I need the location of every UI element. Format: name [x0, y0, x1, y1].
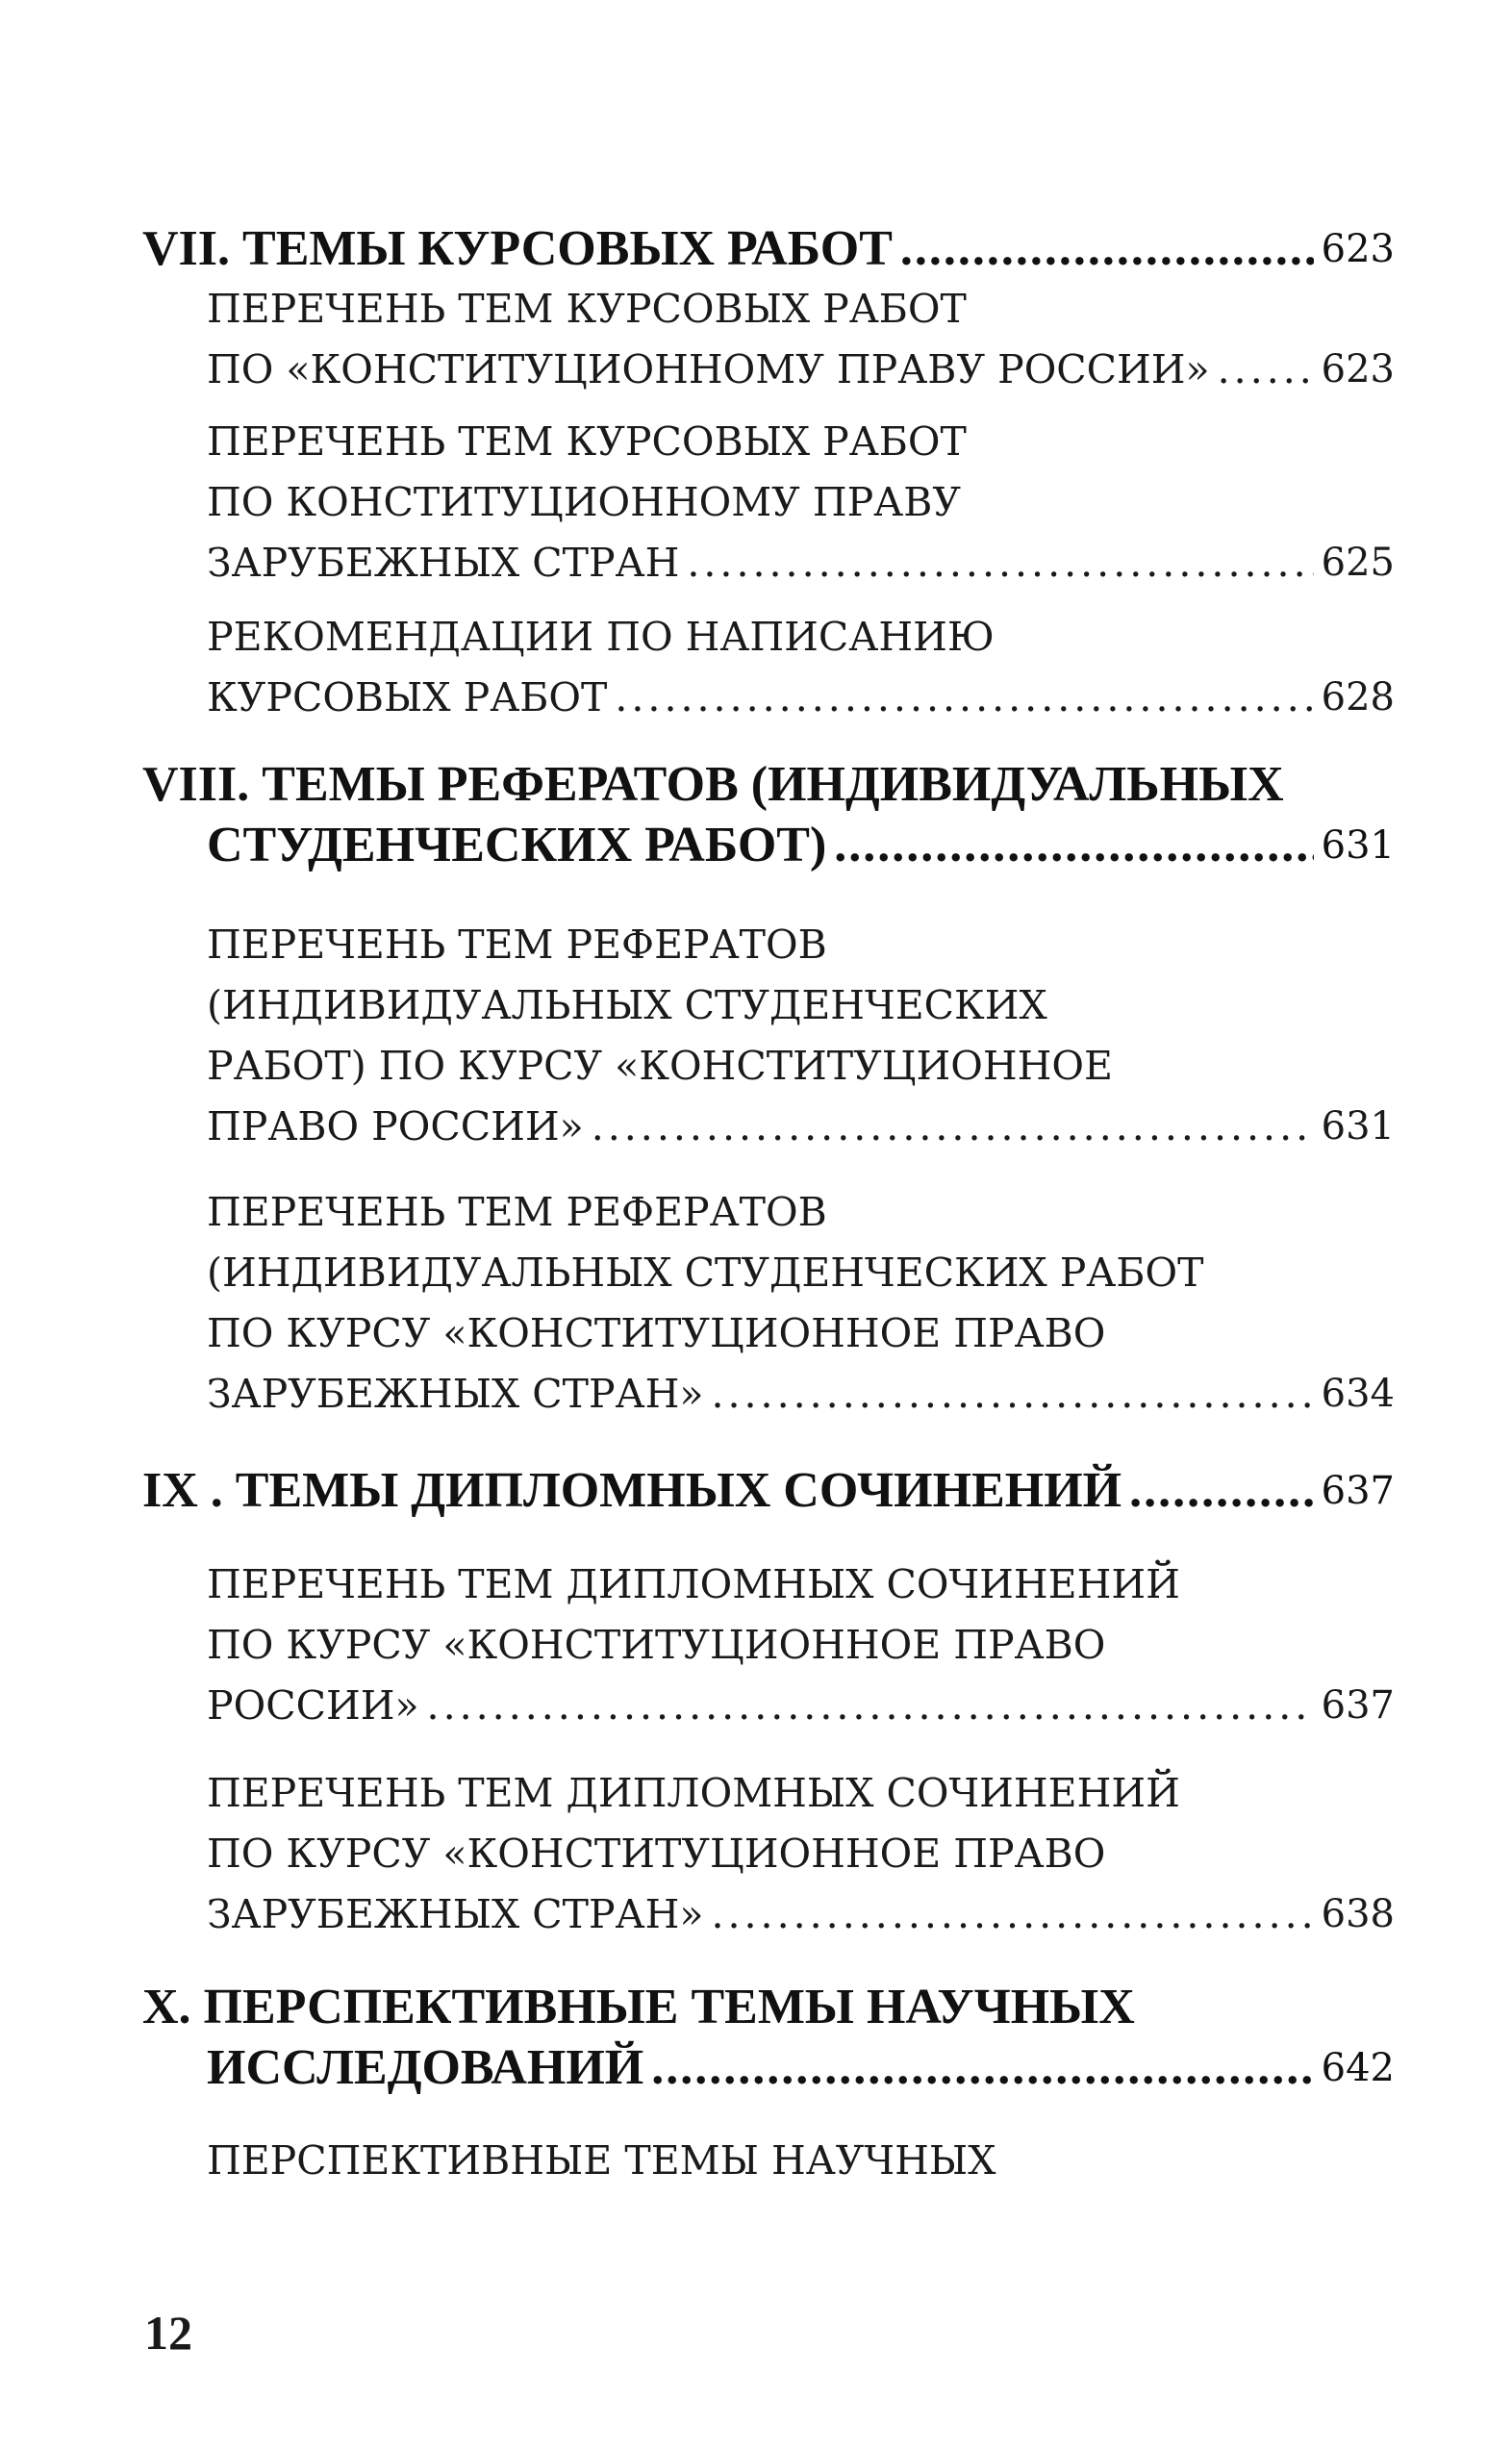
- toc-entry-line-text: ЗАРУБЕЖНЫХ СТРАН: [207, 540, 680, 586]
- toc-entry-line: [207, 533, 1395, 593]
- toc-entry-line: [207, 1303, 1105, 1363]
- toc-entry-line: [207, 1182, 827, 1242]
- entry-page-number: 637: [1321, 1683, 1395, 1728]
- toc-entry-line: [207, 340, 1395, 399]
- section-heading-line-text: VIII. ТЕМЫ РЕФЕРАТОВ (ИНДИВИДУАЛЬНЫХ: [142, 757, 1284, 812]
- toc-entry-line-text: ПЕРЕЧЕНЬ ТЕМ КУРСОВЫХ РАБОТ: [207, 418, 967, 465]
- toc-entry-line: [207, 1364, 1395, 1424]
- section-heading-line: [207, 816, 1395, 875]
- section-heading-line: [142, 219, 1395, 279]
- toc-entry-line-text: ПРАВО РОССИИ»: [207, 1103, 584, 1149]
- dot-leader: [1129, 1461, 1314, 1521]
- toc-entry-line-text: ПО КУРСУ «КОНСТИТУЦИОННОЕ ПРАВО: [207, 1310, 1106, 1356]
- toc-entry-line: [207, 472, 961, 532]
- entry-page-number: 642: [1321, 2046, 1395, 2090]
- dot-leader: [711, 1884, 1313, 1944]
- toc-entry-line-text: ЗАРУБЕЖНЫХ СТРАН»: [207, 1891, 704, 1937]
- entry-page-number: 628: [1321, 675, 1395, 720]
- section-heading-line-text: СТУДЕНЧЕСКИХ РАБОТ): [207, 818, 827, 872]
- toc-entry-line-text: ПО КОНСТИТУЦИОННОМУ ПРАВУ: [207, 479, 961, 525]
- dot-leader: [651, 2038, 1313, 2098]
- toc-entry-line-text: ПО КУРСУ «КОНСТИТУЦИОННОЕ ПРАВО: [207, 1622, 1106, 1668]
- entry-page-number: 625: [1321, 541, 1395, 585]
- section-heading-line-text: VII. ТЕМЫ КУРСОВЫХ РАБОТ: [142, 221, 893, 276]
- toc-entry-line: [207, 279, 967, 339]
- toc-entry-line-text: РОССИИ»: [207, 1682, 419, 1729]
- entry-page-number: 631: [1321, 823, 1395, 868]
- section-heading-line-text: ИССЛЕДОВАНИЙ: [207, 2040, 644, 2095]
- dot-leader: [1218, 340, 1314, 399]
- toc-entry-line: [207, 1824, 1105, 1883]
- dot-leader: [834, 816, 1313, 875]
- page-number: 12: [144, 2306, 192, 2360]
- toc-entry-line-text: РЕКОМЕНДАЦИИ ПО НАПИСАНИЮ: [207, 614, 995, 660]
- toc-entry-line-text: ПЕРЕЧЕНЬ ТЕМ ДИПЛОМНЫХ СОЧИНЕНИЙ: [207, 1770, 1180, 1816]
- toc-entry-line: [207, 1097, 1395, 1156]
- toc-entry-line: [207, 1554, 1180, 1614]
- toc-entry-line: [207, 668, 1395, 727]
- toc-entry-line: [207, 1676, 1395, 1735]
- dot-leader: [900, 219, 1314, 279]
- toc-entry-line-text: ПЕРСПЕКТИВНЫЕ ТЕМЫ НАУЧНЫХ: [207, 2137, 996, 2184]
- entry-page-number: 631: [1321, 1104, 1395, 1149]
- toc-entry-line: [207, 975, 1047, 1035]
- toc-entry-line: [207, 1763, 1180, 1823]
- section-heading-line: [142, 1978, 1135, 2037]
- section-heading-line: [207, 2038, 1395, 2098]
- entry-page-number: 623: [1321, 347, 1395, 391]
- toc-entry-line-text: КУРСОВЫХ РАБОТ: [207, 674, 608, 720]
- toc-entry-line-text: РАБОТ) ПО КУРСУ «КОНСТИТУЦИОННОЕ: [207, 1043, 1113, 1089]
- section-heading-line: [142, 755, 1284, 815]
- toc-entry-line: [207, 412, 967, 471]
- toc-entry-line: [207, 915, 827, 974]
- toc-entry-line-text: (ИНДИВИДУАЛЬНЫХ СТУДЕНЧЕСКИХ РАБОТ: [207, 1250, 1204, 1296]
- entry-page-number: 638: [1321, 1892, 1395, 1936]
- toc-entry-line-text: ПЕРЕЧЕНЬ ТЕМ РЕФЕРАТОВ: [207, 1189, 827, 1235]
- toc-entry-line: [207, 1884, 1395, 1944]
- toc-entry-line-text: ЗАРУБЕЖНЫХ СТРАН»: [207, 1371, 704, 1417]
- entry-page-number: 637: [1321, 1469, 1395, 1513]
- dot-leader: [592, 1097, 1314, 1156]
- toc-entry-line-text: ПЕРЕЧЕНЬ ТЕМ КУРСОВЫХ РАБОТ: [207, 286, 967, 332]
- toc-entry-line: [207, 607, 995, 667]
- toc-entry-line-text: ПО «КОНСТИТУЦИОННОМУ ПРАВУ РОССИИ»: [207, 346, 1210, 392]
- section-heading-line-text: X. ПЕРСПЕКТИВНЫЕ ТЕМЫ НАУЧНЫХ: [142, 1980, 1135, 2034]
- toc-entry-line-text: ПО КУРСУ «КОНСТИТУЦИОННОЕ ПРАВО: [207, 1831, 1106, 1877]
- toc-entry-line-text: ПЕРЕЧЕНЬ ТЕМ РЕФЕРАТОВ: [207, 922, 827, 968]
- toc-entry-line-text: ПЕРЕЧЕНЬ ТЕМ ДИПЛОМНЫХ СОЧИНЕНИЙ: [207, 1561, 1180, 1607]
- dot-leader: [711, 1364, 1313, 1424]
- entry-page-number: 623: [1321, 227, 1395, 271]
- entry-page-number: 634: [1321, 1372, 1395, 1416]
- section-heading-line: [142, 1461, 1395, 1521]
- toc-entry-line: [207, 2131, 995, 2190]
- dot-leader: [615, 668, 1313, 727]
- section-heading-line-text: IX . ТЕМЫ ДИПЛОМНЫХ СОЧИНЕНИЙ: [142, 1463, 1122, 1518]
- toc-entry-line: [207, 1036, 1113, 1096]
- dot-leader: [687, 533, 1313, 593]
- toc-entry-line-text: (ИНДИВИДУАЛЬНЫХ СТУДЕНЧЕСКИХ: [207, 982, 1047, 1028]
- toc-entry-line: [207, 1615, 1105, 1675]
- toc-entry-line: [207, 1243, 1203, 1302]
- dot-leader: [427, 1676, 1314, 1735]
